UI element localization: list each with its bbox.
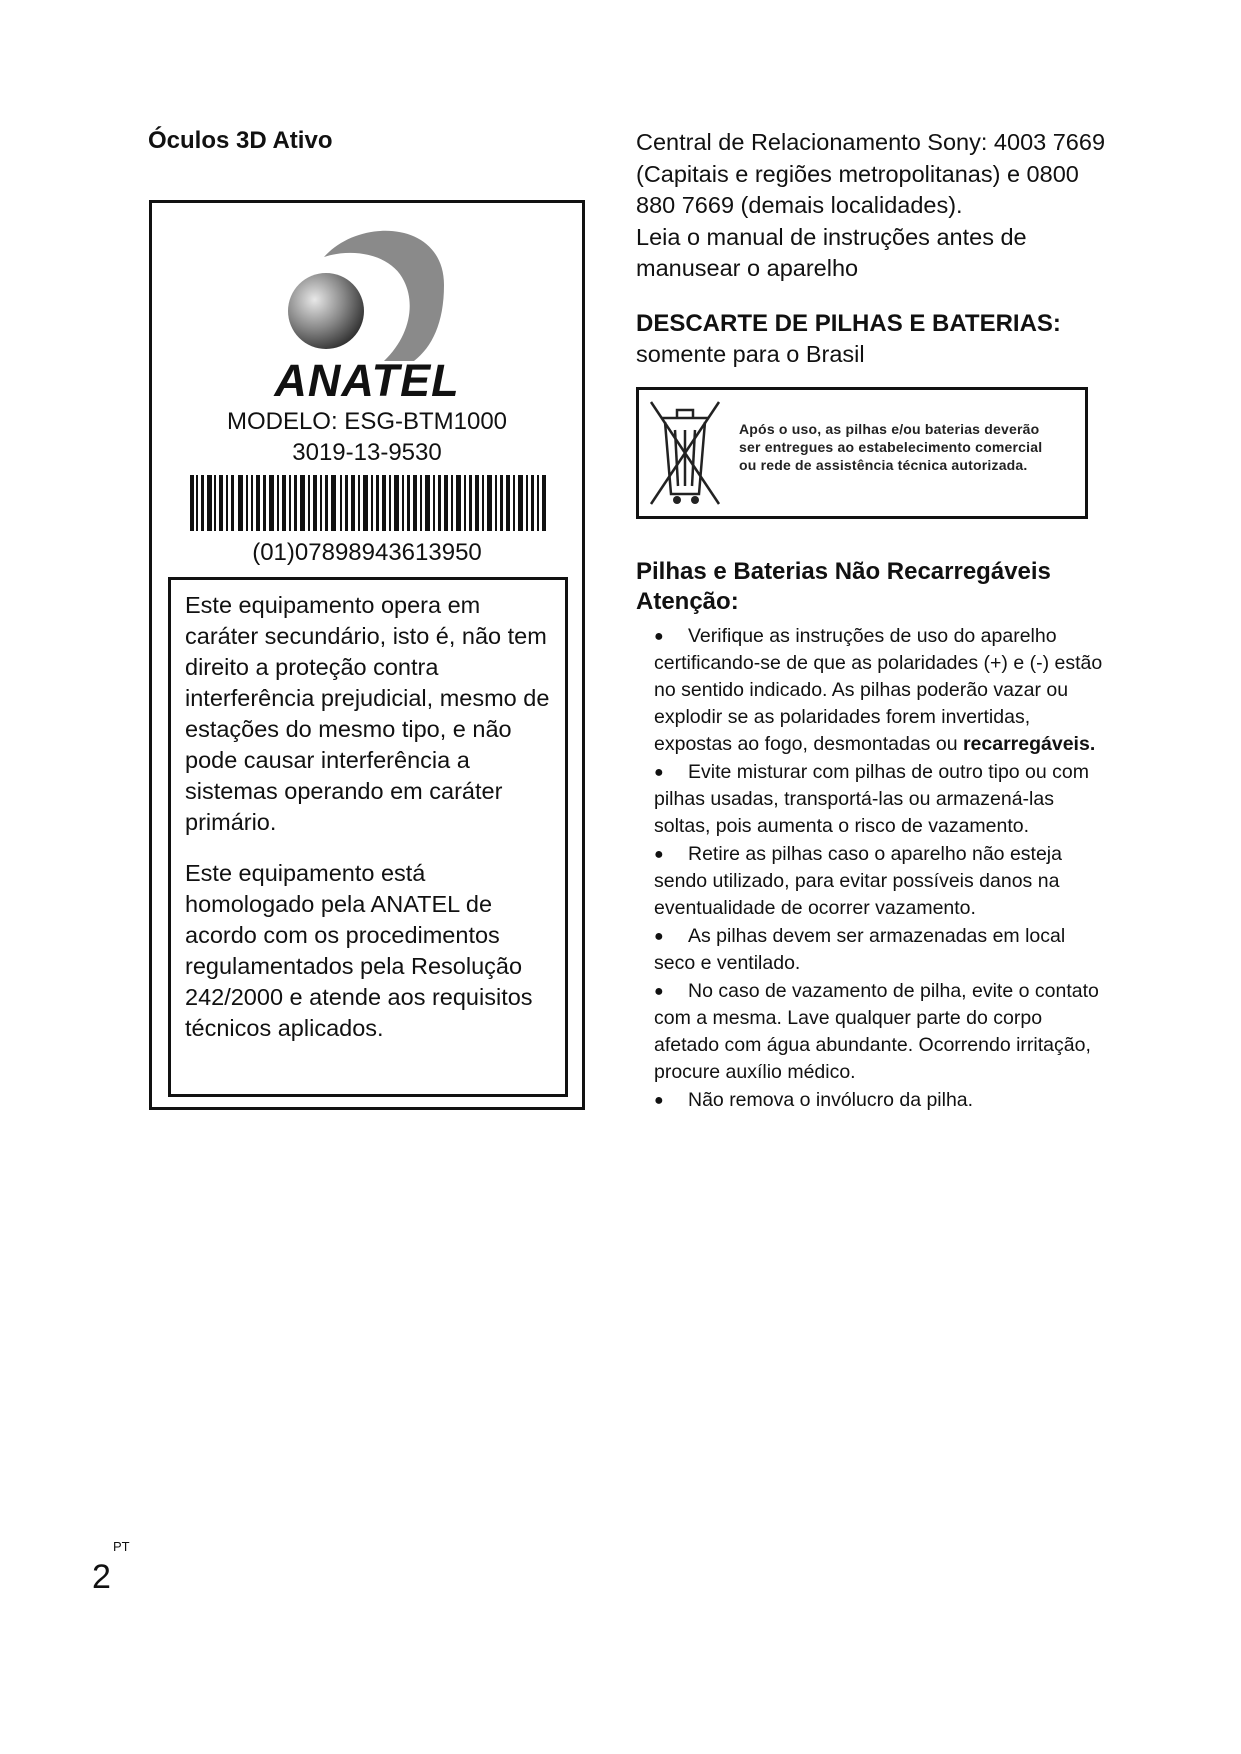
bullet-icon: ●	[654, 763, 664, 781]
right-column	[636, 127, 1106, 1115]
anatel-label	[149, 200, 585, 1110]
notice-homologation: Este equipamento está homologado pela ANATEL de acordo com os procedimentos regulamentados pela Resolução 242/2000 e atende aos requisitos técnicos aplicados.	[185, 860, 533, 1041]
warning-text: Não remova o invólucro da pilha.	[688, 1088, 974, 1111]
attention-label: Atenção:	[636, 587, 739, 615]
model-number: MODELO: ESG-BTM1000	[226, 408, 508, 435]
disposal-line: ou rede de assistência técnica autorizada.	[739, 456, 1028, 473]
list-item	[654, 841, 1106, 922]
notice-secondary-operation: Este equipamento opera em caráter secundário, isto é, não tem direito a proteção contra interferência prejudicial, mesmo de estações do mesmo tipo, e não pode causar interferência a sistemas operando em caráter primário.	[185, 592, 550, 835]
contact-info	[636, 127, 1106, 285]
list-item	[654, 978, 1106, 1086]
page-number: 2	[92, 1558, 111, 1596]
disposal-notice-box	[636, 387, 1088, 519]
contact-phone: Central de Relacionamento Sony: 4003 7669 (Capitais e regiões metropolitanas) e 0800 880 7669 (demais localidades).	[636, 129, 1106, 218]
homologation-code: 3019-13-9530	[292, 439, 442, 466]
section-title: Óculos 3D Ativo	[148, 127, 333, 154]
bullet-icon: ●	[654, 982, 664, 1000]
warning-text: Evite misturar com pilhas de outro tipo ou com pilhas usadas, transportá-las ou armazená-las soltas, pois aumenta o risco de vazamento.	[654, 760, 1090, 837]
bullet-icon: ●	[654, 1091, 664, 1109]
bullet-icon: ●	[654, 845, 664, 863]
crossed-bin-icon	[647, 396, 723, 510]
batteries-heading-title: Pilhas e Baterias Não Recarregáveis	[636, 557, 1051, 585]
warning-text: Verifique as instruções de uso do aparelho certificando-se de que as polaridades (+) e (-) estão no sentido indicado. As pilhas poderão vazar ou explodir se as polaridades forem invertidas, expostas ao fogo, desmontadas ou	[654, 624, 1103, 755]
warning-emphasis: recarregáveis.	[962, 732, 1096, 755]
warning-text: No caso de vazamento de pilha, evite o contato com a mesma. Lave qualquer parte do corpo afetado com água abundante. Ocorrendo irritação, procure auxílio médico.	[654, 979, 1099, 1083]
regulatory-notice	[168, 577, 568, 1097]
warning-text: Retire as pilhas caso o aparelho não esteja sendo utilizado, para evitar possíveis danos na eventualidade de ocorrer vazamento.	[654, 842, 1062, 919]
list-item	[654, 623, 1106, 758]
anatel-logo-icon	[264, 225, 464, 361]
anatel-brand: ANATEL	[274, 355, 460, 406]
disposal-line: ser entregues ao estabelecimento comercial	[739, 438, 1043, 455]
warning-text: As pilhas devem ser armazenadas em local seco e ventilado.	[654, 924, 1066, 974]
bullet-icon: ●	[654, 927, 664, 945]
list-item	[654, 923, 1106, 977]
disposal-line: Após o uso, as pilhas e/ou baterias deverão	[739, 420, 1040, 437]
battery-warnings-list	[636, 623, 1106, 1114]
disposal-notice-text	[739, 420, 1042, 474]
batteries-heading	[636, 557, 1106, 617]
disposal-heading: DESCARTE DE PILHAS E BATERIAS:	[636, 309, 1061, 337]
language-code: PT	[113, 1539, 130, 1554]
bullet-icon: ●	[654, 627, 664, 645]
gtin-number: (01)07898943613950	[252, 539, 482, 566]
manual-notice: Leia o manual de instruções antes de manusear o aparelho	[636, 223, 1027, 281]
list-item	[654, 1087, 1106, 1114]
disposal-subheading: somente para o Brasil	[636, 340, 865, 367]
barcode-icon	[190, 475, 546, 531]
list-item	[654, 759, 1106, 840]
